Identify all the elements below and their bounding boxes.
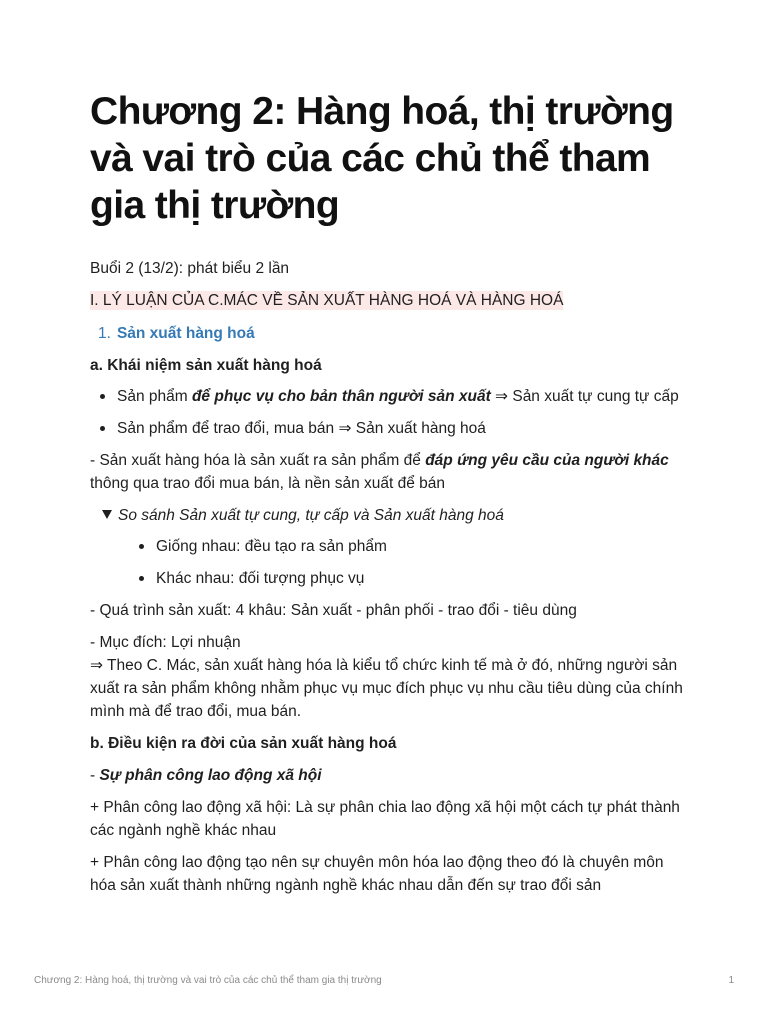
bullet-text: Sản phẩm để trao đổi, mua bán ⇒ Sản xuất hàng hoá [117, 420, 486, 437]
numbered-item-number: 1. [98, 325, 111, 342]
page-title: Chương 2: Hàng hoá, thị trường và vai trò của các chủ thể tham gia thị trường [90, 90, 674, 227]
page-footer [34, 975, 734, 986]
bullet-text: Sản phẩm [117, 388, 192, 405]
toggle-list [102, 535, 690, 590]
page-content [90, 88, 690, 897]
numbered-item [90, 322, 690, 345]
definition-paragraph [90, 449, 690, 495]
section-heading-wrap [90, 289, 690, 312]
list-item [90, 385, 690, 408]
page-number: 1 [728, 975, 734, 986]
item-prefix: - [90, 767, 100, 784]
toggle-item-text: Khác nhau: đối tượng phục vụ [156, 570, 365, 587]
subheading-b: b. Điều kiện ra đời của sản xuất hàng hoá [90, 735, 397, 752]
toggle-header[interactable] [102, 504, 690, 527]
bullet-dot-icon [100, 394, 105, 399]
bullet-text-post: ⇒ Sản xuất tự cung tự cấp [490, 388, 679, 405]
list-item [129, 535, 690, 558]
footer-title: Chương 2: Hàng hoá, thị trường và vai trò của các chủ thể tham gia thị trường [34, 975, 382, 986]
bullet-list [90, 385, 690, 440]
list-item [90, 417, 690, 440]
toggle-label: So sánh Sản xuất tự cung, tự cấp và Sản xuất hàng hoá [118, 507, 504, 524]
numbered-item-label: Sản xuất hàng hoá [116, 325, 255, 342]
conclusion-paragraph: ⇒ Theo C. Mác, sản xuất hàng hóa là kiểu tổ chức kinh tế mà ở đó, những người sản xuất ra sản phẩm không nhằm phục vụ mục đích phục vụ nhu cầu tiêu dùng của chính mình mà để trao đổi, mua bán. [90, 657, 683, 720]
definition-emphasis: đáp ứng yêu cầu của người khác [425, 452, 669, 469]
division-of-labor-item [90, 764, 690, 787]
list-item [129, 567, 690, 590]
purpose-paragraph: - Mục đích: Lợi nhuận [90, 634, 241, 651]
comparison-toggle[interactable] [90, 504, 690, 590]
definition-text: - Sản xuất hàng hóa là sản xuất ra sản phẩm để [90, 452, 426, 469]
bullet-dot-icon [139, 544, 144, 549]
bullet-dot-icon [139, 576, 144, 581]
paragraph-division-1: + Phân công lao động xã hội: Là sự phân chia lao động xã hội một cách tự phát thành các ngành nghề khác nhau [90, 799, 680, 839]
triangle-down-icon[interactable] [102, 510, 112, 519]
subheading-a: a. Khái niệm sản xuất hàng hoá [90, 357, 322, 374]
section-heading: I. LÝ LUẬN CỦA C.MÁC VỀ SẢN XUẤT HÀNG HOÁ VÀ HÀNG HOÁ [90, 292, 564, 309]
bullet-dot-icon [100, 426, 105, 431]
bullet-emphasis: để phục vụ cho bản thân người sản xuất [191, 388, 491, 405]
definition-text-post: thông qua trao đổi mua bán, là nền sản xuất để bán [90, 475, 446, 492]
paragraph-division-2: + Phân công lao động tạo nên sự chuyên môn hóa lao động theo đó là chuyên môn hóa sản xuất thành những ngành nghề khác nhau dẫn đến sự trao đổi sản [90, 854, 664, 894]
session-note: Buổi 2 (13/2): phát biểu 2 lần [90, 260, 290, 277]
process-paragraph: - Quá trình sản xuất: 4 khâu: Sản xuất - phân phối - trao đổi - tiêu dùng [90, 602, 577, 619]
toggle-item-text: Giống nhau: đều tạo ra sản phẩm [156, 538, 387, 555]
item-emphasis: Sự phân công lao động xã hội [99, 767, 322, 784]
